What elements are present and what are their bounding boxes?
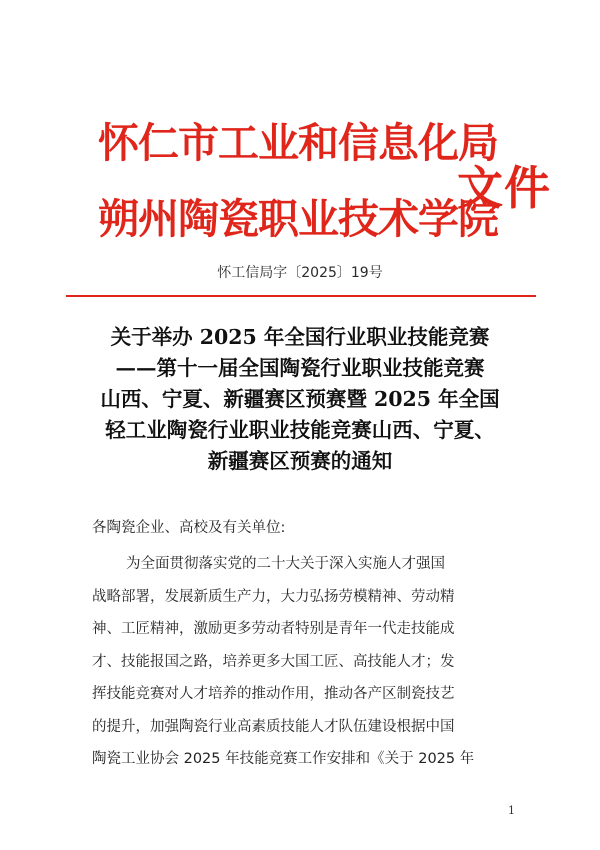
body-line: 为全面贯彻落实党的二十大关于深入实施人才强国 — [126, 556, 445, 572]
document-label: 文件 — [457, 161, 551, 215]
red-divider-line — [66, 295, 536, 297]
title-line: 关于举办 2025 年全国行业职业技能竞赛 — [110, 325, 490, 349]
page-number: 1 — [508, 804, 515, 817]
body-line: 挥技能竞赛对人才培养的推动作用，推动各产区制瓷技艺 — [92, 686, 455, 702]
title-line: 新疆赛区预赛的通知 — [207, 449, 393, 473]
body-line: 神、工匠精神，激励更多劳动者特别是青年一代走技能成 — [92, 621, 455, 637]
body-line: 才、技能报国之路，培养更多大国工匠、高技能人才；发 — [92, 653, 455, 670]
title-line: 轻工业陶瓷行业职业技能竞赛山西、宁夏、 — [105, 418, 495, 442]
title-line: 山西、宁夏、新疆赛区预赛暨 2025 年全国 — [100, 387, 500, 411]
issuer-name-2: 朔州陶瓷职业技术学院 — [98, 195, 498, 243]
salutation: 各陶瓷企业、高校及有关单位: — [92, 520, 286, 536]
body-line: 陶瓷工业协会 2025 年技能竞赛工作安排和《关于 2025 年 — [92, 751, 475, 767]
body-text — [92, 548, 522, 776]
issuer-name-1: 怀仁市工业和信息化局 — [98, 119, 498, 167]
document-number: 怀工信局字〔2025〕19号 — [217, 265, 383, 281]
body-line: 的提升，加强陶瓷行业高素质技能人才队伍建设根据中国 — [92, 718, 455, 735]
title-line: ——第十一届全国陶瓷行业职业技能竞赛 — [115, 356, 485, 380]
body-line: 战略部署，发展新质生产力，大力弘扬劳模精神、劳动精 — [92, 588, 455, 605]
notice-title — [0, 322, 600, 477]
